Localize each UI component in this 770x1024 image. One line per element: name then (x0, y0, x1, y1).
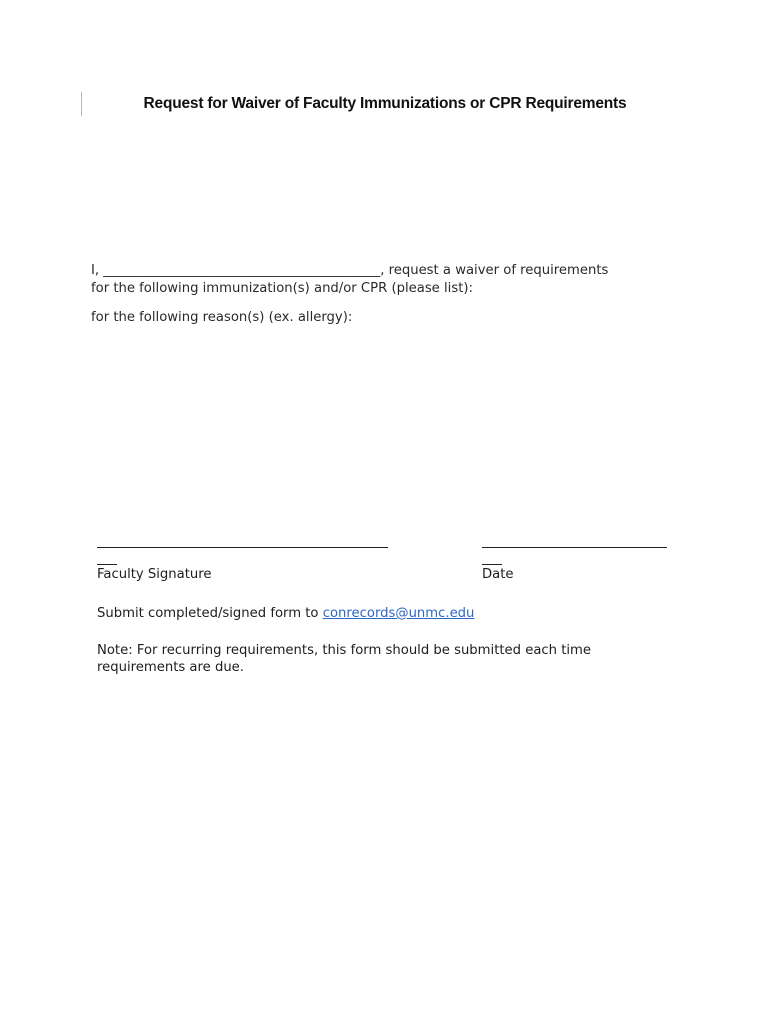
faculty-signature-block (97, 547, 388, 583)
note-text: Note: For recurring requirements, this form should be submitted each time requirements are due. (97, 643, 591, 675)
request-line-list: for the following immunization(s) and/or CPR (please list): (91, 281, 473, 296)
faculty-signature-line (97, 547, 388, 548)
date-line (482, 547, 667, 548)
submit-email-link[interactable]: conrecords@unmc.edu (322, 606, 475, 621)
date-line-tail (482, 564, 502, 565)
submit-instructions (97, 605, 474, 623)
request-paragraph (91, 262, 608, 298)
faculty-signature-line-tail (97, 564, 117, 565)
reason-line: for the following reason(s) (ex. allergy): (91, 310, 353, 325)
request-line-name: I, __________________________________________, request a waiver of requirements (91, 263, 609, 278)
date-block (482, 547, 667, 583)
document-title: Request for Waiver of Faculty Immunizations or CPR Requirements (143, 95, 627, 112)
faculty-signature-label: Faculty Signature (97, 567, 212, 582)
submit-text: Submit completed/signed form to (97, 606, 323, 621)
date-label: Date (482, 567, 514, 582)
